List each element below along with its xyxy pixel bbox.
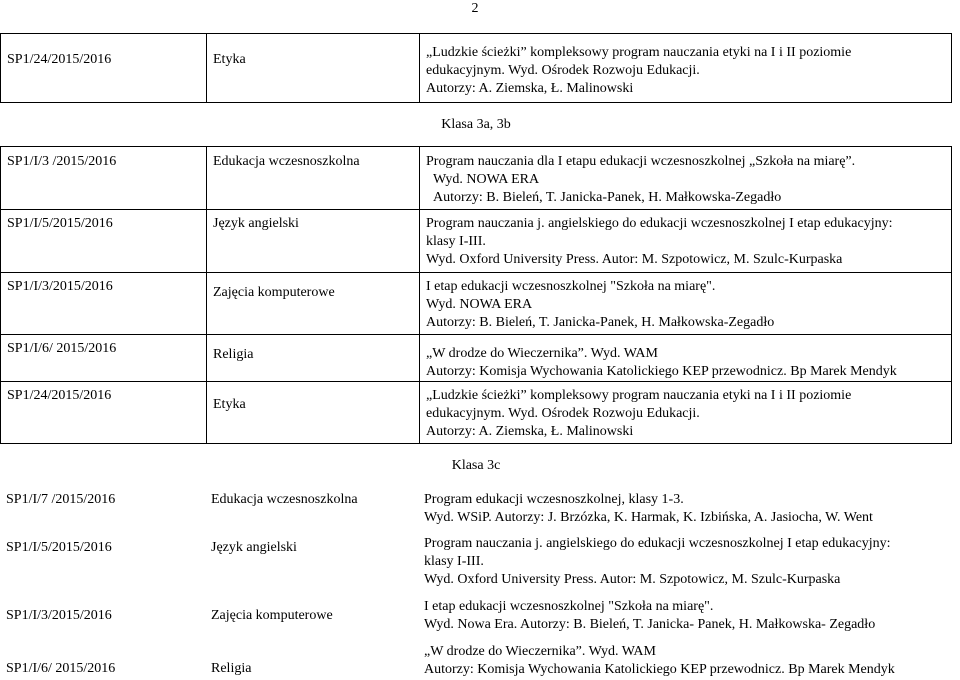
program-description (419, 382, 951, 443)
table-row (0, 641, 952, 680)
program-code: SP1/I/3 /2015/2016 (7, 154, 117, 169)
table-row (0, 33, 952, 103)
program-code: SP1/24/2015/2016 (7, 388, 112, 403)
subject-name: Język angielski (211, 540, 297, 555)
program-code: SP1/I/3/2015/2016 (6, 608, 112, 623)
subject-name: Edukacja wczesnoszkolna (206, 147, 419, 209)
program-line: Autorzy: A. Ziemska, Ł. Malinowski (426, 80, 634, 96)
program-description (419, 34, 951, 102)
program-code: SP1/I/6/ 2015/2016 (6, 661, 116, 676)
program-description (419, 147, 951, 209)
table-row (0, 488, 952, 534)
program-description (419, 210, 951, 272)
subject-name: Etyka (206, 34, 419, 102)
program-code: SP1/I/5/2015/2016 (7, 216, 113, 231)
program-description (419, 335, 951, 381)
program-line: „Ludzkie ścieżki” kompleksowy program nauczania etyki na I i II poziomie (426, 388, 852, 403)
program-line: Wyd. NOWA ERA (433, 171, 540, 187)
subject-name: Zajęcia komputerowe (211, 608, 333, 623)
program-line: I etap edukacji wczesnoszkolnej "Szkoła na miarę". (426, 279, 716, 294)
table-row (0, 209, 952, 272)
program-line: Program nauczania j. angielskiego do edukacji wczesnoszkolnej I etap edukacyjny: (424, 536, 891, 551)
program-description (418, 641, 952, 680)
program-code: SP1/I/3/2015/2016 (7, 279, 113, 294)
program-line: Wyd. Oxford University Press. Autor: M. Szpotowicz, M. Szulc-Kurpaska (426, 251, 843, 267)
program-line: Autorzy: B. Bieleń, T. Janicka-Panek, H. Małkowska-Zegadło (426, 314, 775, 330)
program-line: Program nauczania dla I etapu edukacji wczesnoszkolnej „Szkoła na miarę”. (426, 154, 856, 169)
page-number: 2 (471, 1, 479, 16)
program-line: „W drodze do Wieczernika”. Wyd. WAM (426, 346, 658, 361)
program-line: I etap edukacji wczesnoszkolnej "Szkoła na miarę". (424, 599, 714, 614)
class-heading: Klasa 3a, 3b (441, 117, 511, 132)
program-line: edukacyjnym. Wyd. Ośrodek Rozwoju Edukacji. (426, 62, 700, 78)
program-description (419, 273, 951, 334)
program-description (418, 488, 952, 534)
table-row (0, 381, 952, 444)
program-description (418, 596, 952, 640)
table-row (0, 334, 952, 381)
table-row (0, 535, 952, 595)
program-line: Wyd. WSiP. Autorzy: J. Brzózka, K. Harmak, K. Izbińska, A. Jasiocha, W. Went (424, 509, 873, 525)
program-line: Wyd. Nowa Era. Autorzy: B. Bieleń, T. Janicka- Panek, H. Małkowska- Zegadło (424, 616, 876, 632)
table-row (0, 596, 952, 640)
class-heading: Klasa 3c (451, 458, 501, 473)
program-code: SP1/24/2015/2016 (7, 52, 112, 67)
subject-name: Religia (206, 335, 419, 381)
program-line: Autorzy: Komisja Wychowania Katolickiego KEP przewodnicz. Bp Marek Mendyk (426, 363, 897, 379)
subject-name: Etyka (206, 382, 419, 443)
subject-name: Zajęcia komputerowe (206, 273, 419, 334)
program-code: SP1/I/7 /2015/2016 (6, 492, 116, 507)
subject-name: Religia (211, 661, 252, 676)
program-code: SP1/I/6/ 2015/2016 (7, 341, 117, 356)
program-line: Autorzy: Komisja Wychowania Katolickiego KEP przewodnicz. Bp Marek Mendyk (424, 661, 895, 677)
program-line: Autorzy: B. Bieleń, T. Janicka-Panek, H. Małkowska-Zegadło (433, 189, 782, 205)
program-code: SP1/I/5/2015/2016 (6, 540, 112, 555)
table-row (0, 272, 952, 334)
program-line: Autorzy: A. Ziemska, Ł. Malinowski (426, 423, 634, 439)
program-line: klasy I-III. (424, 553, 484, 569)
program-line: klasy I-III. (426, 233, 486, 249)
subject-name: Język angielski (206, 210, 419, 272)
program-line: Program nauczania j. angielskiego do edukacji wczesnoszkolnej I etap edukacyjny: (426, 216, 893, 231)
program-line: „Ludzkie ścieżki” kompleksowy program nauczania etyki na I i II poziomie (426, 45, 852, 60)
program-line: Program edukacji wczesnoszkolnej, klasy 1-3. (424, 492, 684, 507)
table-row (0, 146, 952, 209)
program-line: Wyd. NOWA ERA (426, 296, 533, 312)
program-description (418, 535, 952, 595)
program-line: edukacyjnym. Wyd. Ośrodek Rozwoju Edukacji. (426, 405, 700, 421)
program-line: „W drodze do Wieczernika”. Wyd. WAM (424, 644, 656, 659)
subject-name: Edukacja wczesnoszkolna (211, 492, 358, 507)
program-line: Wyd. Oxford University Press. Autor: M. Szpotowicz, M. Szulc-Kurpaska (424, 571, 841, 587)
